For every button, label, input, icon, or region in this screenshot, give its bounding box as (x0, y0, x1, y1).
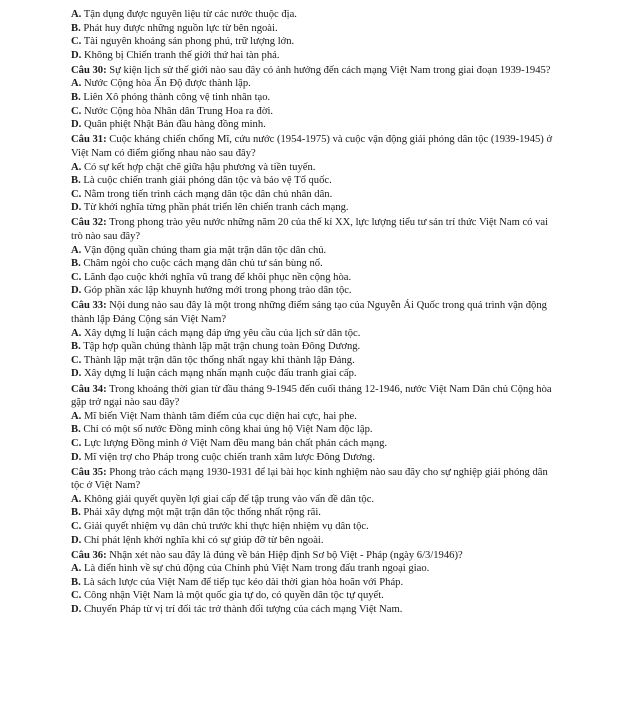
option-letter: A. (71, 493, 82, 505)
option-text: Mĩ viện trợ cho Pháp trong cuộc chiến tranh xâm lược Đông Dương. (83, 451, 375, 463)
option-text: Quân phiệt Nhật Bản đầu hàng đồng minh. (83, 119, 266, 131)
option-text: Phải xây dựng một mặt trận dân tộc thống nhất rộng rãi. (83, 507, 321, 519)
answer-option (71, 105, 561, 119)
question-block (71, 383, 561, 465)
question-text: Trong khoảng thời gian từ đầu tháng 9-1945 đến cuối tháng 12-1946, nước Việt Nam Dân chủ Cộng hòa gặp trở ngại nào sau đây? (71, 383, 552, 409)
answer-option (71, 8, 561, 22)
option-letter: D. (71, 534, 82, 546)
option-text: Không bị Chiến tranh thế giới thứ hai tàn phá. (83, 49, 280, 61)
question-stem (71, 466, 561, 493)
answer-option (71, 91, 561, 105)
option-text: Góp phần xác lập khuynh hướng mới trong phong trào dân tộc. (83, 285, 352, 297)
answer-option (71, 244, 561, 258)
question-text: Nhận xét nào sau đây là đúng về bản Hiệp định Sơ bộ Việt - Pháp (ngày 6/3/1946)? (109, 549, 463, 561)
option-letter: D. (71, 451, 82, 463)
option-letter: D. (71, 368, 82, 380)
answer-option (71, 49, 561, 63)
option-letter: D. (71, 285, 82, 297)
option-text: Mĩ biến Việt Nam thành tâm điểm của cục diện hai cực, hai phe. (83, 410, 357, 422)
option-text: Tài nguyên khoáng sản phong phú, trữ lượng lớn. (83, 36, 295, 48)
answer-option (71, 367, 561, 381)
option-letter: D. (71, 202, 82, 214)
option-letter: A. (71, 563, 82, 575)
question-text: Cuộc kháng chiến chống Mĩ, cứu nước (1954-1975) và cuộc vận động giải phóng dân tộc (1939-1945) ở Việt Nam có điểm giống nhau nào sau đây? (71, 134, 553, 159)
option-letter: B. (71, 507, 81, 519)
question-stem (71, 299, 561, 326)
answer-option (71, 118, 561, 132)
option-text: Xây dựng lí luận cách mạng đáp ứng yêu cầu của lịch sử dân tộc. (83, 327, 361, 339)
question-text: Sự kiện lịch sử thế giới nào sau đây có ảnh hưởng đến cách mạng Việt Nam trong giai đoạn 1939-1945? (109, 64, 551, 76)
question-label: Câu 34: (71, 383, 107, 395)
answer-option (71, 410, 561, 424)
question-block (71, 216, 561, 298)
option-text: Không giải quyết quyền lợi giai cấp để tập trung vào vấn đề dân tộc. (83, 493, 375, 505)
option-letter: C. (71, 271, 82, 283)
answer-option (71, 161, 561, 175)
question-stem (71, 383, 561, 410)
option-text: Phát huy được những nguồn lực từ bên ngoài. (83, 22, 278, 34)
exam-page (71, 8, 561, 617)
question-stem (71, 549, 561, 563)
question-label: Câu 35: (71, 466, 107, 478)
option-text: Lãnh đạo cuộc khởi nghĩa vũ trang để khôi phục nền cộng hòa. (83, 271, 352, 283)
option-letter: C. (71, 36, 82, 48)
answer-option (71, 188, 561, 202)
answer-option (71, 201, 561, 215)
option-text: Chỉ phát lệnh khởi nghĩa khi có sự giúp đỡ từ bên ngoài. (83, 534, 324, 546)
question-stem (71, 216, 561, 243)
question-label: Câu 36: (71, 549, 107, 561)
question-text: Phong trào cách mạng 1930-1931 để lại bài học kinh nghiệm nào sau đây cho sự nghiệp giải phóng dân tộc ở Việt Nam? (71, 466, 548, 492)
option-letter: B. (71, 576, 81, 588)
option-letter: B. (71, 92, 81, 104)
option-text: Tập hợp quần chúng thành lập mặt trận chung toàn Đông Dương. (83, 341, 361, 353)
option-letter: A. (71, 78, 82, 90)
answer-option (71, 340, 561, 354)
option-letter: A. (71, 9, 82, 20)
option-letter: B. (71, 258, 81, 270)
option-letter: A. (71, 410, 82, 422)
option-letter: B. (71, 424, 81, 436)
option-text: Tận dụng được nguyên liệu từ các nước thuộc địa. (83, 9, 297, 20)
question-block (71, 64, 561, 132)
answer-option (71, 22, 561, 36)
answer-option (71, 437, 561, 451)
option-text: Châm ngòi cho cuộc cách mạng dân chủ tư sản bùng nổ. (83, 258, 323, 270)
option-text: Chỉ có một số nước Đồng minh công khai ủng hộ Việt Nam độc lập. (83, 424, 373, 436)
answer-option (71, 562, 561, 576)
option-text: Từ khởi nghĩa từng phần phát triển lên chiến tranh cách mạng. (83, 202, 349, 214)
option-letter: D. (71, 119, 82, 131)
answer-option (71, 506, 561, 520)
answer-option (71, 534, 561, 548)
option-text: Có sự kết hợp chặt chẽ giữa hậu phương và tiền tuyến. (83, 161, 316, 173)
answer-option (71, 451, 561, 465)
question-block (71, 466, 561, 548)
answer-option (71, 271, 561, 285)
answer-option (71, 174, 561, 188)
option-letter: A. (71, 327, 82, 339)
answer-option (71, 35, 561, 49)
answer-option (71, 77, 561, 91)
option-text: Là sách lược của Việt Nam để tiếp tục kéo dài thời gian hòa hoãn với Pháp. (83, 576, 404, 588)
option-letter: C. (71, 590, 82, 602)
option-letter: C. (71, 520, 82, 532)
option-letter: C. (71, 105, 82, 117)
option-letter: C. (71, 354, 82, 366)
question-label: Câu 33: (71, 300, 107, 312)
option-text: Nước Cộng hòa Nhân dân Trung Hoa ra đời. (83, 105, 274, 117)
question-text: Trong phong trào yêu nước những năm 20 của thế kỉ XX, lực lượng tiểu tư sản trí thức Việt Nam có vai trò nào sau đây? (71, 217, 549, 242)
question-label: Câu 32: (71, 217, 107, 229)
option-text: Là điển hình về sự chủ động của Chính phủ Việt Nam trong đấu tranh ngoại giao. (83, 563, 430, 575)
answer-option (71, 423, 561, 437)
option-letter: A. (71, 244, 82, 256)
question-text: Nội dung nào sau đây là một trong những điểm sáng tạo của Nguyễn Ái Quốc trong quá trình vận động thành lập Đảng Cộng sản Việt Nam? (71, 300, 547, 326)
option-text: Xây dựng lí luận cách mạng nhấn mạnh cuộc đấu tranh giai cấp. (83, 368, 357, 380)
answer-option (71, 354, 561, 368)
question-block (71, 549, 561, 617)
question-stem (71, 64, 561, 78)
lead-options (71, 8, 561, 62)
option-text: Chuyển Pháp từ vị trí đối tác trở thành đối tượng của cách mạng Việt Nam. (83, 604, 403, 616)
option-text: Giải quyết nhiệm vụ dân chủ trước khi thực hiện nhiệm vụ dân tộc. (83, 520, 369, 532)
answer-option (71, 493, 561, 507)
option-text: Lực lượng Đồng minh ở Việt Nam đều mang bản chất phản cách mạng. (83, 437, 388, 449)
answer-option (71, 603, 561, 617)
answer-option (71, 284, 561, 298)
question-stem (71, 133, 561, 160)
option-text: Thành lập mặt trận dân tộc thống nhất ngay khi thành lập Đảng. (83, 354, 355, 366)
option-letter: C. (71, 437, 82, 449)
option-text: Nằm trong tiến trình cách mạng dân tộc dân chủ nhân dân. (83, 188, 333, 200)
question-block (71, 299, 561, 381)
option-letter: A. (71, 161, 82, 173)
question-label: Câu 30: (71, 64, 107, 76)
option-text: Nước Cộng hòa Ấn Độ được thành lập. (83, 78, 251, 90)
answer-option (71, 576, 561, 590)
option-letter: C. (71, 188, 82, 200)
option-text: Là cuộc chiến tranh giải phóng dân tộc và bảo vệ Tổ quốc. (83, 175, 332, 187)
answer-option (71, 589, 561, 603)
option-letter: D. (71, 49, 82, 61)
option-letter: B. (71, 22, 81, 34)
answer-option (71, 520, 561, 534)
question-block (71, 133, 561, 215)
option-letter: D. (71, 604, 82, 616)
option-text: Vận động quần chúng tham gia mặt trận dân tộc dân chủ. (83, 244, 327, 256)
answer-option (71, 327, 561, 341)
option-text: Liên Xô phóng thành công vệ tinh nhân tạo. (83, 92, 271, 104)
option-letter: B. (71, 341, 81, 353)
question-label: Câu 31: (71, 134, 107, 146)
answer-option (71, 257, 561, 271)
option-letter: B. (71, 175, 81, 187)
option-text: Công nhận Việt Nam là một quốc gia tự do, có quyền dân tộc tự quyết. (83, 590, 384, 602)
